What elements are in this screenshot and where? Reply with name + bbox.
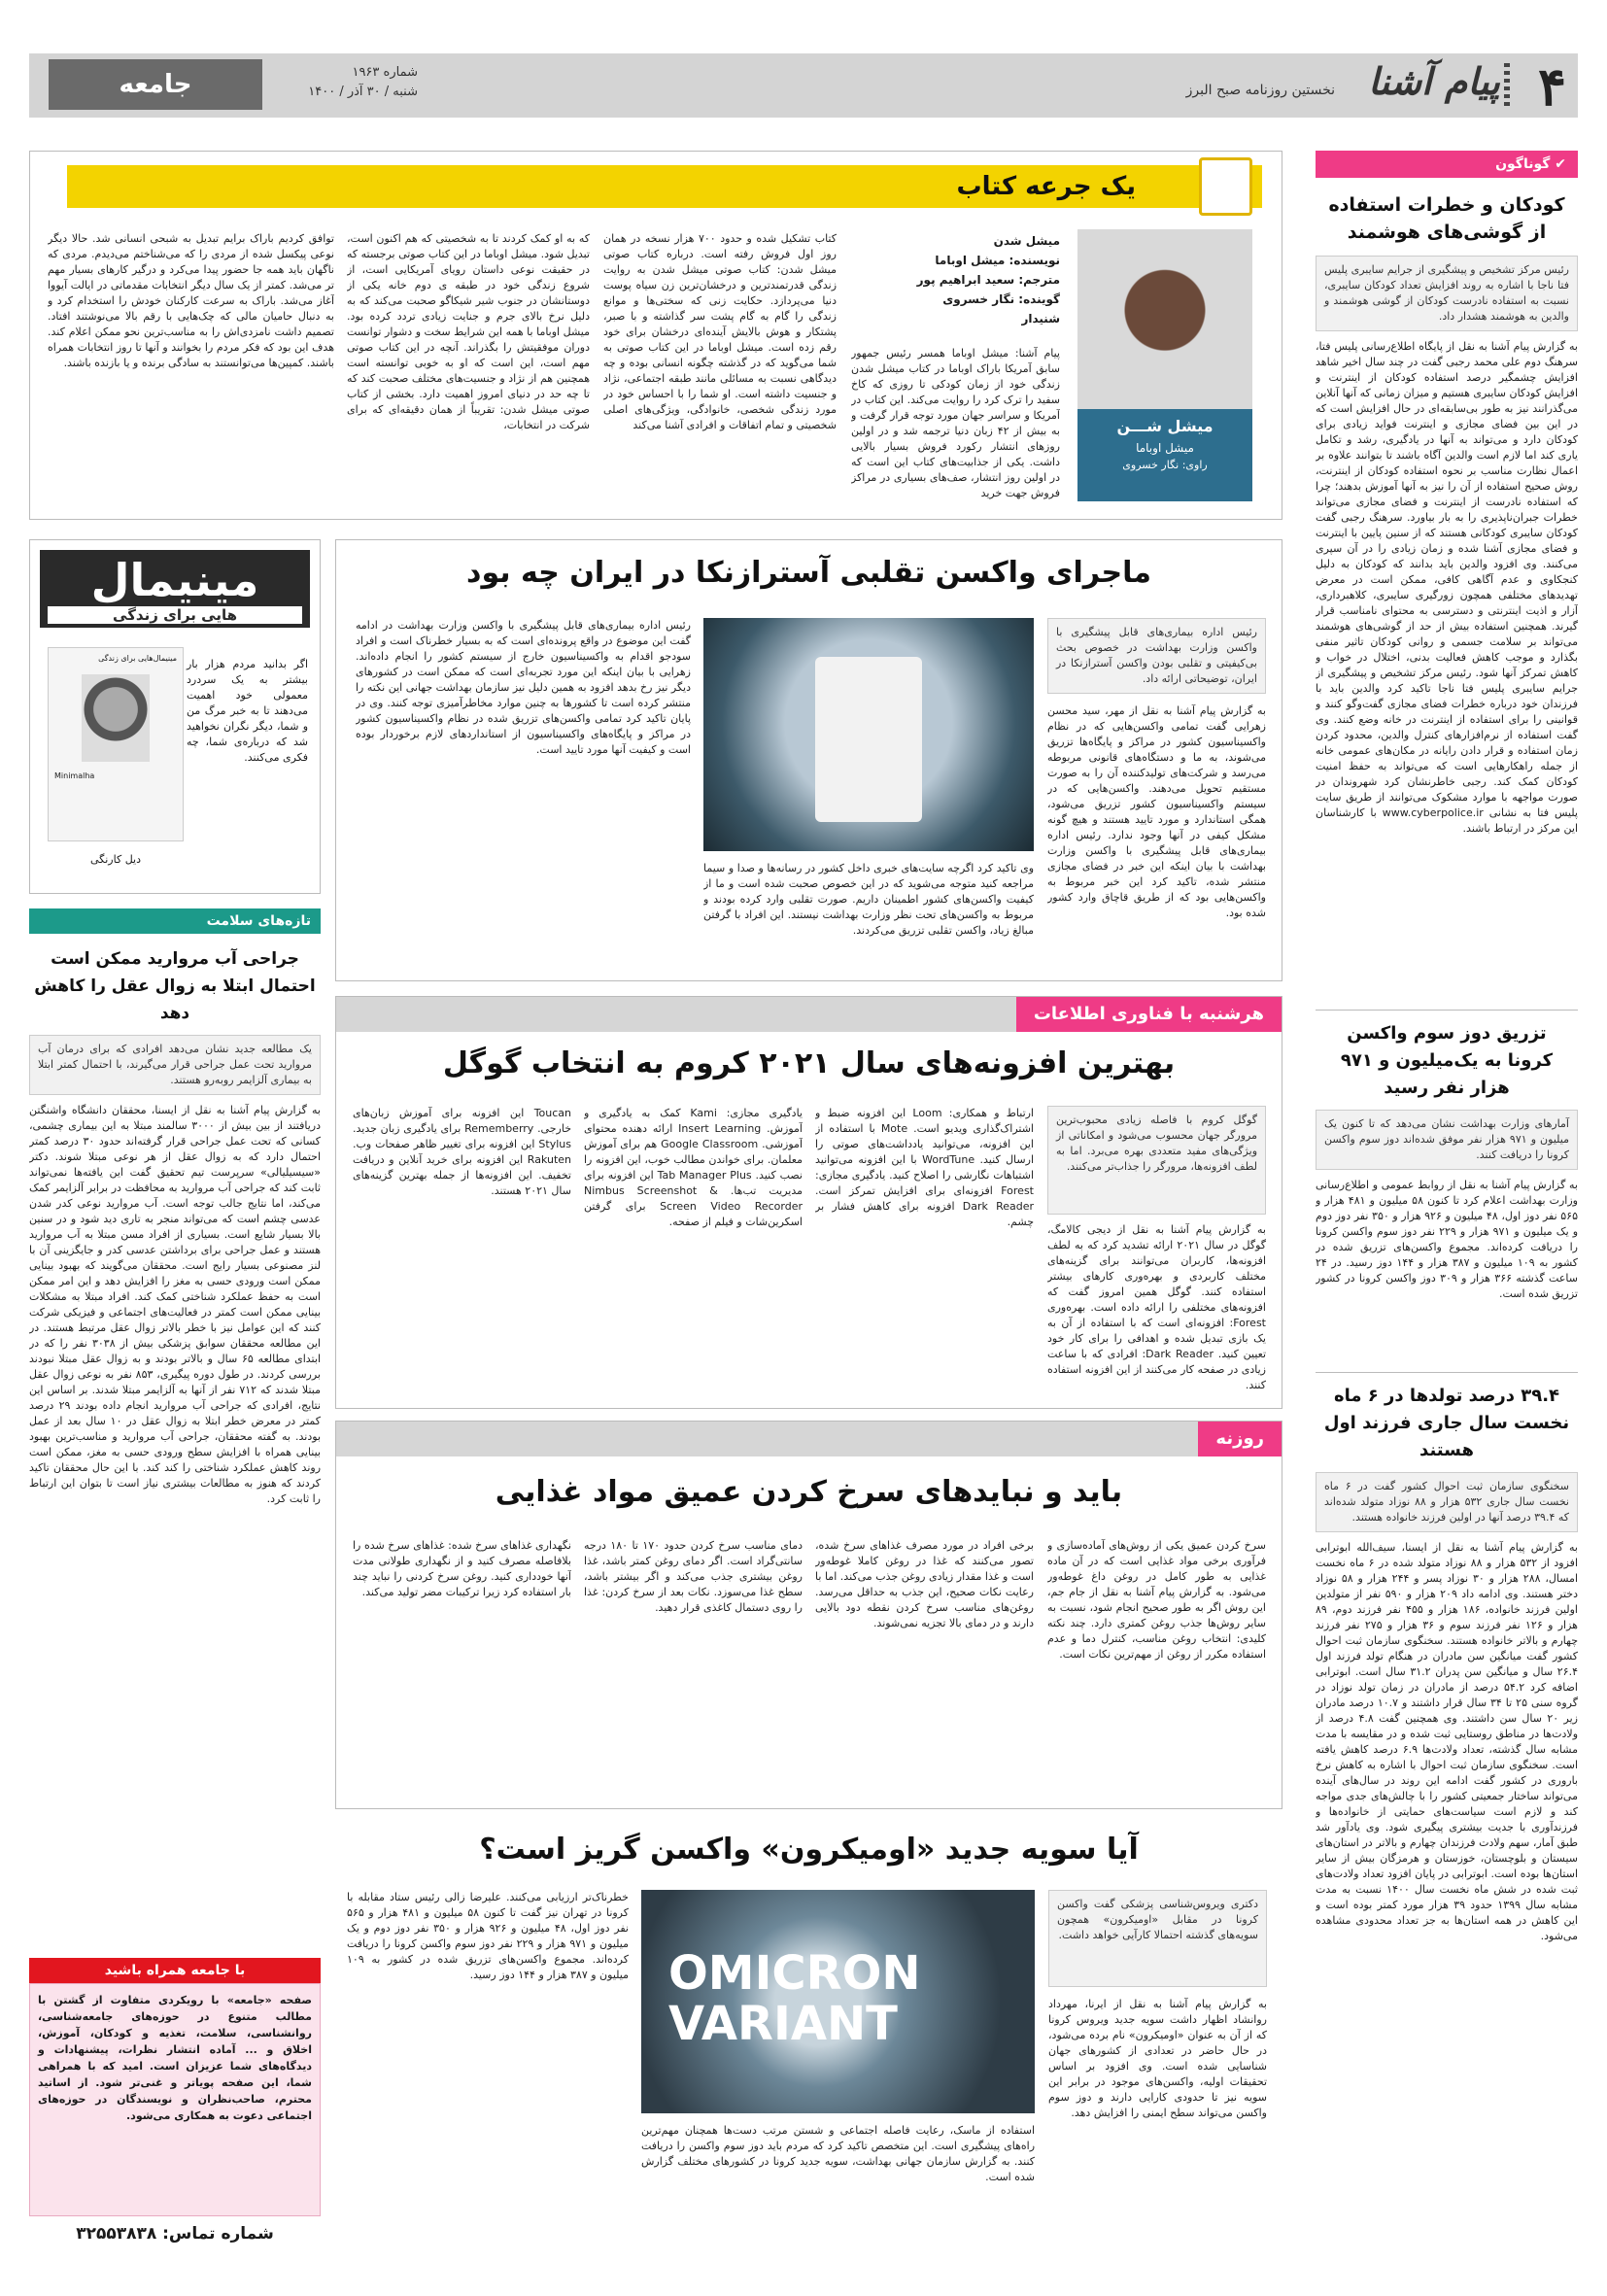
omicron-photo <box>641 1890 1035 2113</box>
book-meta-author: نویسنده: میشل اوباما <box>935 254 1060 267</box>
page-number: ۴ <box>1537 55 1566 118</box>
omicron-section <box>335 1822 1282 2269</box>
article-kids-phones: به گزارش پیام آشنا به نقل از پایگاه اطلاع‌رسانی پلیس فتا، سرهنگ دوم علی محمد رجبی گفت در چند سال اخیر شاهد افزایش چشمگیر درصد استفاده کودکان از اینترنت و افزایش کودکان سایبری هستیم و میزان زمانی که آنها آنلاین می‌گذرانند نیز به طور بی‌سابقه‌ای در حال افزایش است که در این بین فضای مجازی و اینترنت فواید زیادی برای کودکان دارد و می‌تواند به آنها در یادگیری، رشد و تکامل یاری کند اما لازم است والدین آگاه باشند تا بتوانند علاوه بر اعمال نظارت مناسب بر نحوه استفاده کودکان از اینترنت، روش صحیح استفاده از آن را نیز به آنها آموزش بدهند؛ چرا که استفاده نادرست از اینترنت و فضای مجازی می‌تواند خطرات جبران‌ناپذیری را به بار بیاورد. سرهنگ رجبی گفت کودکان سایبری کودکانی هستند که از سنین پایین با اینترنت و فضای مجازی آشنا شده و زمان زیادی را در آن سپری می‌کنند. وی افزود والدین باید بدانند که کودکان به دلیل کنجکاوی و عدم آگاهی کافی، ممکن است در معرض تهدیدهای مختلفی همچون زورگیری سایبری، کلاهبرداری، آزار و اذیت اینترنتی و دسترسی به محتوای نامناسب قرار گیرند. همچنین استفاده بیش از حد از گوشی‌های هوشمند می‌تواند بر سلامت جسمی و روانی کودکان تاثیر منفی بگذارد و موجب کاهش فعالیت بدنی، اختلال در خواب و کاهش تمرکز آنها شود. رئیس مرکز تشخیص و پیشگیری از جرایم سایبری پلیس فتا ناجا تاکید کرد والدین باید با فرزندان خود درباره خطرات فضای مجازی گفت‌وگو کنند و قوانینی را برای استفاده از اینترنت در خانه وضع کنند. وی گفت استفاده از نرم‌افزارهای کنترل والدین، محدود کردن زمان استفاده و قرار دادن رایانه در مکان‌های عمومی خانه از جمله راهکارهایی است که می‌تواند به حفظ امنیت کودکان کمک کند. رجبی خاطرنشان کرد شهروندان در صورت مواجهه با موارد مشکوک می‌توانند از طریق سایت پلیس فتا به نشانی www.cyberpolice.ir با کارشناسان این مرکز در ارتباط باشند. <box>1316 340 1578 835</box>
health-section <box>29 908 321 1953</box>
newspaper-tagline: نخستین روزنامه صبح البرز <box>1185 83 1335 98</box>
tech-text-col4: Toucan این افزونه برای آموزش زبان‌های خارجی. Rememberry برای یادگیری زبان جدید. Stylus این افزونه برای تغییر ظاهر صفحات وب. Rakuten این افزونه برای خرید آنلاین و دریافت تخفیف. این افزونه‌ها از جمله بهترین گزینه‌های سال ۲۰۲۱ هستند. <box>353 1107 571 1197</box>
book-banner: یک جرعه کتاب <box>67 165 1262 208</box>
section-tag-daily: روزنه <box>1198 1422 1282 1456</box>
minimal-logo-main: مینیمال <box>90 554 259 606</box>
daily-section <box>335 1421 1282 1809</box>
book-text-col1: پیام آشنا: میشل اوباما همسر رئیس جمهور سابق آمریکا باراک اوباما در کتاب میشل شدن زندگی خود از زمان کودکی تا روزی که کاخ سفید را ترک کرد را روایت می‌کند. این کتاب در آمریکا و سراسر جهان مورد توجه قرار گرفت و به بیش از ۴۲ زبان دنیا ترجمه شد و در اولین روزهای انتشار رکورد فروش بسیار بالایی داشت. یکی از جذابیت‌های کتاب این است که در اولین روز انتشار، صف‌های بسیاری در مراکز فروش جهت خرید <box>851 347 1060 499</box>
right-column <box>1316 151 1578 2274</box>
vaccine-text-col2: وی تاکید کرد اگرچه سایت‌های خبری داخل کشور در رسانه‌ها و صدا و سیما مراجعه کنید متوجه می‌شوید که در این خصوص صحبت شده است و ما از کیفیت واکسن‌های کشور اطمینان داریم. صورت تقلبی وارد کرده بودند و مربوط به واکسن‌های تحت نظر وزارت بهداشت نیستند. این افراد با گرفتن مبالغ زیاد، واکسن تقلبی تزریق می‌کردند. <box>703 862 1034 937</box>
daily-text-col2: برخی افراد در مورد مصرف غذاهای سرخ شده، تصور می‌کنند که غذا در روغن کاملا غوطه‌ور است و غذا مقدار زیادی روغن جذب می‌کند. اما با رعایت نکات صحیح، این جذب به حداقل می‌رسد. روغن‌های مناسب سرخ کردن نقطه دود بالایی دارند و در دمای بالا تجزیه نمی‌شوند. <box>815 1539 1034 1629</box>
lead-kids-phones: رئیس مرکز تشخیص و پیشگیری از جرایم سایبری پلیس فتا ناجا با اشاره به روند افزایش تعداد کودکان سایبری، نسبت به استفاده نادرست کودکان از گوشی هوشمند و والدین به هوشمند هشدار داد. <box>1316 256 1578 331</box>
newspaper-logo: پیام آشنا <box>1368 59 1500 103</box>
issue-date: شنبه / ۳۰ آذر / ۱۴۰۰ <box>308 85 418 99</box>
header-decor <box>1504 63 1510 108</box>
lead-vaccine: رئیس اداره بیماری‌های قابل پیشگیری با واکسن وزارت بهداشت در خصوص بحث بی‌کیفیتی و تقلبی بودن واکسن آسترازنکا در ایران، توضیحاتی ارائه داد. <box>1047 618 1266 694</box>
variant-word: VARIANT <box>668 1997 898 2051</box>
lead-cataract: یک مطالعه جدید نشان می‌دهد افرادی که برای درمان آب مروارید تحت عمل جراحی قرار می‌گیرند، با احتمال کمتر ابتلا به بیماری آلزایمر روبه‌رو هستند. <box>29 1035 321 1095</box>
vaccine-text-col1: به گزارش پیام آشنا به نقل از مهر، سید محسن زهرایی گفت تمامی واکسن‌هایی که در نظام واکسیناسیون کشور در مراکز و پایگاه‌ها تزریق می‌شوند، به ما و دستگاه‌های قانونی مربوطه می‌رسد و شرکت‌های تولیدکننده آن را به صورت مستقیم تحویل می‌دهند. واکسن‌هایی که در سیستم واکسیناسیون کشور تزریق می‌شود، همگی استاندارد و مورد تایید هستند و هیچ گونه مشکل کیفی در آنها وجود ندارد. رئیس اداره بیماری‌های قابل پیشگیری با واکسن وزارت بهداشت با بیان اینکه این خبر در فضای مجازی منتشر شده، تاکید کرد این خبر مربوط به واکسن‌هایی بود که از طریق قاچاق وارد کشور شده بود. <box>1047 704 1266 919</box>
tech-section <box>335 996 1282 1409</box>
book-text-col2: کتاب تشکیل شده و حدود ۷۰۰ هزار نسخه در همان روز اول فروش رفته است. درباره کتاب صوتی میشل شدن: کتاب صوتی میشل شدن به روایت زندگی قدرتمندترین و درخشان‌ترین زن سیاه پوست دنیا می‌پردازد. حکایت زنی که سختی‌ها و موانع زندگی را گام به گام پشت سر گذاشته و با صبر، پشتکار و هوش بالایش آینده‌ای درخشان برای خود رقم زده است. میشل اوباما در این کتاب صوتی به شما می‌گوید که در گذشته چگونه انسانی بوده و چه دیدگاهی نسبت به مسائلی مانند طبقه اجتماعی، نژاد و جنسیت داشته است. او شما را با احساس خود در مورد زندگی شخصی، خانوادگی، ویژگی‌های اصلی شخصیتی و تمام اتفاقات و افرادی آشنا می‌کند <box>603 232 837 431</box>
cover-portrait <box>1077 229 1252 409</box>
lead-tech: گوگل کروم با فاصله زیادی محبوب‌ترین مرورگر جهان محسوب می‌شود و امکاناتی از ویژگی‌های مفید متعددی بهره می‌برد. اما به لطف افزونه‌ها، مرورگر را جذاب‌تر می‌کنند. <box>1047 1106 1266 1215</box>
headline-booster: تزریق دوز سوم واکسن کرونا به یک‌میلیون و ۹۷۱ هزار نفر رسید <box>1340 1023 1554 1098</box>
minimal-book-card <box>48 647 184 841</box>
divider <box>1316 1372 1578 1373</box>
article-births: به گزارش پیام آشنا به نقل از ایسنا، سیف‌الله ابوترابی افزود از ۵۳۲ هزار و ۸۸ نوزاد متولد شده در ۶ ماه نخست امسال، ۲۸۸ هزار و ۳۰ نوزاد پسر و ۲۴۴ هزار و ۵۸ نوزاد دختر هستند. وی ادامه داد ۲۰۹ هزار و ۵۹۰ نفر از متولدین اولین فرزند خانواده، ۱۸۶ هزار و ۴۵۵ نفر فرزند دوم، ۸۹ هزار و ۱۲۶ نفر فرزند سوم و ۳۶ هزار و ۲۷۵ نفر فرزند چهارم و بالاتر خانواده هستند. سخنگوی سازمان ثبت احوال کشور گفت میانگین سن مادران در هنگام تولد فرزند اول ۲۶.۴ سال و میانگین سن پدران ۳۱.۲ سال است. ابوترابی اضافه کرد ۵۴.۲ درصد از مادران در زمان تولد نوزاد در گروه سنی ۲۵ تا ۳۴ سال قرار داشتند و ۱۰.۷ درصد مادران زیر ۲۰ سال سن داشتند. وی همچنین گفت ۴.۸ درصد از ولادت‌ها در مناطق روستایی ثبت شده و در مقایسه با مدت مشابه سال گذشته، تعداد ولادت‌ها ۶.۹ درصد کاهش یافته است. سخنگوی سازمان ثبت احوال با اشاره به کاهش نرخ باروری در کشور گفت ادامه این روند در سال‌های آینده می‌تواند ساختار جمعیتی کشور را با چالش‌های جدی مواجه کند و لازم است سیاست‌های حمایتی از خانواده‌ها و فرزندآوری با جدیت بیشتری پیگیری شود. وی یادآور شد طبق آمار، سهم ولادت فرزندان چهارم و بالاتر در استان‌های سیستان و بلوچستان، خوزستان و هرمزگان بیش از سایر استان‌ها بوده است. ابوترابی در پایان افزود تعداد ولادت‌های ثبت شده در شش ماه نخست سال ۱۴۰۰ نسبت به مدت مشابه سال ۱۳۹۹ حدود ۳۹ هزار مورد کمتر بوده است و این کاهش در همه استان‌ها به جز تعداد محدودی مشاهده می‌شود. <box>1316 1541 1578 1942</box>
headline-births: ۳۹.۴ درصد تولدها در ۶ ماه نخست سال جاری فرزند اول هستند <box>1323 1386 1570 1460</box>
headline-omicron: آیا سویه جدید «اومیکرون» واکسن گریز است؟ <box>479 1833 1139 1867</box>
check-icon: ✔ <box>1550 156 1566 172</box>
divider <box>1316 1010 1578 1011</box>
tag-label: گوناگون <box>1495 156 1551 172</box>
article-cataract: به گزارش پیام آشنا به نقل از ایسنا، محققان دانشگاه واشنگتن دریافتند از بین بیش از ۳۰۰۰ سالمند مبتلا به این بیماری چشمی، کسانی که تحت عمل جراحی قرار گرفته‌اند حدود ۳۰ درصد کمتر احتمال دارد که به زوال عقل از هر نوعی مبتلا شوند. دکتر «سیسیلیالی» سرپرست تیم تحقیق گفت این یافته‌ها نمی‌تواند ثابت کند که جراحی آب مروارید به محافظت در برابر آلزایمر کمک می‌کند، اما نتایج جالب توجه است. آب مروارید نوعی کدر شدن عدسی چشم است که می‌تواند منجر به تاری دید شود و در سنین بالا بسیار شایع است. بسیاری از افراد مسن مبتلا به آب مروارید هستند و عمل جراحی برای برداشتن عدسی کدر و جایگزینی آن با لنز مصنوعی بسیار رایج است. محققان می‌گویند که بهبود بینایی ممکن است ورودی حسی به مغز را افزایش دهد و این امر ممکن است به حفظ عملکرد شناختی کمک کند. افراد مبتلا به مشکلات بینایی ممکن است کمتر در فعالیت‌های اجتماعی و فیزیکی شرکت کنند که این عوامل نیز با خطر بالاتر زوال عقل مرتبط هستند. در این مطالعه محققان سوابق پزشکی بیش از ۳۰۳۸ نفر را که در ابتدای مطالعه ۶۵ سال و بالاتر بودند و به زوال عقل مبتلا نبودند بررسی کردند. در طول دوره پیگیری، ۸۵۳ نفر به نوعی زوال عقل مبتلا شدند که ۷۱۲ نفر از آنها به آلزایمر مبتلا شدند. بر اساس این نتایج، افرادی که جراحی آب مروارید انجام داده بودند ۲۹ درصد کمتر در معرض خطر ابتلا به زوال عقل در ۱۰ سال بعد از عمل بودند. به گفته محققان، جراحی آب مروارید و مناسب‌ترین بهبود بینایی همراه با افزایش سطح ورودی حسی به مغز، ممکن است روند کاهش عملکرد شناختی را کند کند. با این حال محققان تاکید کردند که هنوز به مطالعات بیشتری نیاز است تا بتوان این ارتباط را ثابت کرد. <box>29 1104 321 1505</box>
portrait-image <box>82 674 150 762</box>
omicron-photo-text <box>668 1948 921 2049</box>
vaccine-text-col3: رئیس اداره بیماری‌های قابل پیشگیری با واکسن وزارت بهداشت در ادامه گفت این موضوع در واقع پرونده‌ای است که به بسیار خطرناک است و افراد سودجو اقدام به واکسیناسیون خارج از سیستم کشور را انجام داده‌اند. زهرایی با بیان اینکه این مورد تجربه‌ای است که ممکن است در کشورهای دیگر نیز رخ بدهد افزود به همین دلیل نیز سازمان بهداشت جهانی این نکته را منتشر کرده است تا کشورها به چنین موارد مخاطرآمیزی توجه کنند. وی در پایان تاکید کرد تمامی واکسن‌های تزریق شده در نظام واکسیناسیون کشور در مراکز و پایگاه‌های واکسیناسیون از استانداردهای لازم برخوردار بوده است و کیفیت آنها مورد تایید است. <box>356 619 691 756</box>
book-meta-publisher: شنیدار <box>1021 312 1060 326</box>
lead-omicron: دکتری ویروس‌شناسی پزشکی گفت واکسن کرونا در مقابل «اومیکرون» همچون سویه‌های گذشته احتمالا کارآیی خواهد داشت. <box>1048 1890 1267 1987</box>
section-title: جامعه <box>49 59 262 110</box>
cover-title: میشل شـــن <box>1116 417 1214 435</box>
daily-text-col3: دمای مناسب سرخ کردن حدود ۱۷۰ تا ۱۸۰ درجه سانتی‌گراد است. اگر دمای روغن کمتر باشد، غذا روغن بیشتری جذب می‌کند و اگر بیشتر باشد، سطح غذا می‌سوزد. نکات بعد از سرخ کردن: غذا را روی دستمال کاغذی قرار دهید. <box>584 1539 803 1614</box>
issue-info <box>282 63 418 102</box>
headline-frying: باید و نبایدهای سرخ کردن عمیق مواد غذایی <box>495 1475 1123 1509</box>
daily-text-col4: نگهداری غذاهای سرخ شده: غذاهای سرخ شده را بلافاصله مصرف کنید و از نگهداری طولانی مدت آنها خودداری کنید. روغن سرخ کردنی را نباید چند بار استفاده کرد زیرا ترکیبات مضر تولید می‌کند. <box>353 1539 571 1598</box>
omicron-word: OMICRON <box>668 1946 921 2001</box>
contact-section <box>29 1958 321 2269</box>
book-meta-title: میشل شدن <box>993 234 1060 248</box>
page-header <box>29 53 1578 118</box>
minimal-brand: Minimalha <box>54 771 95 780</box>
headline-vaccine: ماجرای واکسن تقلبی آسترازنکا در ایران چه بود <box>466 556 1151 590</box>
cover-author: میشل اوباما <box>1136 441 1194 455</box>
lead-births: سخنگوی سازمان ثبت احوال کشور گفت در ۶ ماه نخست سال جاری ۵۳۲ هزار و ۸۸ نوزاد متولد شده‌اند که ۳۹.۴ درصد آنها در اولین فرزند خانواده هستند. <box>1316 1472 1578 1532</box>
book-text-col3: که به او کمک کردند تا به شخصیتی که هم اکنون است، تبدیل شود. میشل اوباما در این کتاب صوتی برجسته که در حقیقت نوعی داستان رویای آمریکایی است، از شروع زندگی خود در طبقه ی دوم خانه یکی از دوستانشان در جنوب شیر شیکاگو صحبت می‌کند که به دلیل نرخ بالای جرم و جنایت زیادی تردد کرده بود. میشل اوباما با همه این شرایط سخت و دشوار توانست دوران موفقیتش را بگذراند. آنچه در این کتاب صوتی مهم است، این است که او به خوبی توانسته است همچنین هم از نژاد و جنسیت‌های مختلف صحبت کند که تا چه حد در دنیای امروز اهمیت دارد. بخشی از کتاب صوتی میشل شدن: تقریباً از همان دقیقه‌ای که برای شرکت در انتخابات، <box>347 232 590 431</box>
tech-text-col3: یادگیری مجازی: Kami کمک به یادگیری و آموزش. Insert Learning ارائه دهنده محتوای آموزشی. Google Classroom هم برای آموزش معلمان. برای خواندن مطالب خوب، این افزونه را نصب کنید. Tab Manager Plus این افزونه برای مدیریت تب‌ها. Nimbus Screenshot & Screen Video Recorder برای گرفتن اسکرین‌شات و فیلم از صفحه. <box>584 1107 803 1228</box>
section-tag-tech: هرشنبه با فناوری اطلاعات <box>1016 997 1282 1032</box>
contact-text: صفحه «جامعه» با رویکردی متفاوت از گشتن با مطالب متنوع در حوزه‌های جامعه‌شناسی، روانشناسی، سلامت، تغذیه و کودکان، آموزش، اخلاق و ... آماده انتشار نظرات، پیشنهادات و دیدگاه‌های شما عزیزان است. امید که با همراهی شما، این صفحه پویاتر و غنی‌تر شود. از اساتید محترم، صاحب‌نظران و نویسندگان در حوزه‌های اجتماعی دعوت به همکاری می‌شود. <box>29 1983 321 2216</box>
section-tag-misc <box>1316 151 1578 178</box>
contact-phone: شماره تماس: ۳۲۵۵۳۸۳۸ <box>76 2224 274 2244</box>
book-meta <box>914 231 1060 328</box>
omicron-text-col2: استفاده از ماسک، رعایت فاصله اجتماعی و شستن مرتب دست‌ها همچنان مهم‌ترین راه‌های پیشگیری است. این متخصص تاکید کرد که مردم باید دوز سوم واکسن را دریافت کنند. به گزارش سازمان جهانی بهداشت، سویه جدید کرونا در کشورهای مختلف گزارش شده است. <box>641 2124 1035 2183</box>
minimal-box <box>29 539 321 894</box>
tech-text-col1: به گزارش پیام آشنا به نقل از دیجی کالامگ، گوگل در سال ۲۰۲۱ ارائه تشدید کرد که به لطف افزونه‌ها، کاربران می‌توانند برای گزینه‌های مختلف کاربردی و بهره‌وری کارهای بیشتر استفاده کنند. گوگل همین امروز گفت که افزونه‌های مختلفی را ارائه داده است. بهره‌وری Forest: افزونه‌ای است که با استفاده از آن به یک بازی تبدیل شده و اهدافی را برای کار خود تعیین کنید. Dark Reader: افرادی که با ساعت زیادی در صفحه کار می‌کنند از این افزونه استفاده کنند. <box>1047 1223 1266 1391</box>
minimal-quote: اگر بدانید مردم هزار بار بیشتر به یک سردرد معمولی خود اهمیت می‌دهند تا به خبر مرگ من و شما، دیگر نگران نخواهید شد که درباره‌ی شما، چه فکری می‌کنند. <box>187 658 308 764</box>
daily-bar <box>336 1422 1282 1456</box>
section-tag-health: تازه‌های سلامت <box>29 908 321 934</box>
headline-kids-phones: کودکان و خطرات استفاده از گوشی‌های هوشمند <box>1328 194 1565 243</box>
cup-icon <box>1199 157 1252 216</box>
book-meta-narrator: گوینده: نگار خسروی <box>942 292 1060 306</box>
daily-text-col1: سرخ کردن عمیق یکی از روش‌های آماده‌سازی و فرآوری برخی مواد غذایی است که در آن ماده غذایی به طور کامل در روغن داغ غوطه‌ور می‌شود. به گزارش پیام آشنا به نقل از جام جم، این روش اگر به طور صحیح انجام شود، نسبت به سایر روش‌ها جذب روغن کمتری دارد. چند نکته کلیدی: انتخاب روغن مناسب، کنترل دما و عدم استفاده مکرر از روغن از مهم‌ترین نکات است. <box>1047 1539 1266 1661</box>
article-booster: به گزارش پیام آشنا به نقل از روابط عمومی و اطلاع‌رسانی وزارت بهداشت اعلام کرد تا کنون ۵۸ میلیون و ۴۸۱ هزار و ۵۶۵ نفر دوز اول، ۴۸ میلیون و ۹۲۶ هزار و ۳۵۰ نفر دوز دوم و یک میلیون و ۹۷۱ هزار و ۲۲۹ نفر دوز سوم واکسن کرونا را دریافت کرده‌اند. مجموع واکسن‌های تزریق شده در کشور به ۱۰۹ میلیون و ۳۸۷ هزار و ۱۴۴ دوز رسید. در ۲۴ ساعت گذشته ۳۶۶ هزار و ۳۰۹ دوز واکسن کرونا در کشور تزریق شده است. <box>1316 1179 1578 1300</box>
issue-number: شماره ۱۹۶۳ <box>352 65 418 80</box>
minimal-author: دیل کارنگی <box>90 853 141 866</box>
book-text-col4: توافق کردیم باراک برایم تبدیل به شبحی انسانی شد. حالا دیگر نوعی پیکسل شده از مردی را که می‌شناختم می‌دیدم. مردی که ناگهان باید همه جا حضور پیدا می‌کرد و درگیر کارهای بسیار مهم تر می‌شد. کمتر از یک سال دیگر انتخابات مقدماتی در ایالت آیووا آغاز می‌شد. باراک به سرعت کارکنان خودش را استخدام کرد و به دنبال حامیان مالی که چک‌هایی با رقم بالا می‌نوشتند افتاد. تصمیم داشت نامزدی‌اش را به مناسب‌ترین نحو ممکن اعلام کند. هدف این بود که فکر مردم را بخوانند و آنها تا روز انتخابات همراه باشند. کمپین‌ها می‌توانستند به سادگی برنده و یا بازنده باشند. <box>48 232 334 369</box>
vial-image <box>815 657 922 822</box>
vaccine-photo <box>703 618 1034 851</box>
minimal-logo-sub: هایی برای زندگی <box>48 606 302 624</box>
book-meta-translator: مترجم: سعید ابراهیم پور <box>916 273 1060 287</box>
headline-cataract: جراحی آب مروارید ممکن است احتمال ابتلا به زوال عقل را کاهش دهد <box>34 949 316 1023</box>
section-tag-contact: با جامعه همراه باشید <box>29 1958 321 1983</box>
book-section <box>29 151 1282 520</box>
book-cover <box>1077 229 1252 501</box>
cover-title-box <box>1077 409 1252 501</box>
omicron-text-col1: به گزارش پیام آشنا به نقل از ایرنا، مهرداد روانشاد اظهار داشت سویه جدید ویروس کرونا که از آن به عنوان «اومیکرون» نام برده می‌شود، در حال حاضر در تعدادی از کشورهای جهان شناسایی شده است. وی افزود بر اساس تحقیقات اولیه، واکسن‌های موجود در برابر این سویه نیز تا حدودی کارایی دارند و دوز سوم واکسن می‌تواند سطح ایمنی را افزایش دهد. <box>1048 1998 1267 2119</box>
tech-text-col2: ارتباط و همکاری: Loom این افزونه ضبط و اشتراک‌گذاری ویدیو است. Mote با استفاده از این افزونه، می‌توانید یادداشت‌های صوتی را ارسال کنید. WordTune با این افزونه می‌توانید اشتباهات نگارشی را اصلاح کنید. یادگیری مجازی: Forest افزونه‌ای برای افزایش تمرکز است. Dark Reader افزونه برای کاهش فشار بر چشم. <box>815 1107 1034 1228</box>
minimal-logo <box>40 550 310 628</box>
vaccine-section <box>335 539 1282 981</box>
lead-booster: آمارهای وزارت بهداشت نشان می‌دهد که تا کنون یک میلیون و ۹۷۱ هزار نفر موفق شده‌اند دوز سوم واکسن کرونا را دریافت کنند. <box>1316 1110 1578 1170</box>
omicron-text-col3: خطرناک‌تر ارزیابی می‌کنند. علیرضا زالی رئیس ستاد مقابله با کرونا در تهران نیز گفت تا کنون ۵۸ میلیون و ۴۸۱ هزار و ۵۶۵ نفر دوز اول، ۴۸ میلیون و ۹۲۶ هزار و ۳۵۰ نفر دوز دوم و یک میلیون و ۹۷۱ هزار و ۲۲۹ نفر دوز سوم واکسن کرونا را دریافت کرده‌اند. مجموع واکسن‌های تزریق شده در کشور به ۱۰۹ میلیون و ۳۸۷ هزار و ۱۴۴ دوز رسید. <box>347 1891 629 1981</box>
tech-bar <box>336 997 1282 1032</box>
cover-narrator: راوی: نگار خسروی <box>1122 459 1208 471</box>
minimal-book-label: مینیمال‌هایی برای زندگی <box>98 654 177 663</box>
headline-tech: بهترین افزونه‌های سال ۲۰۲۱ کروم به انتخاب گوگل <box>442 1046 1176 1080</box>
